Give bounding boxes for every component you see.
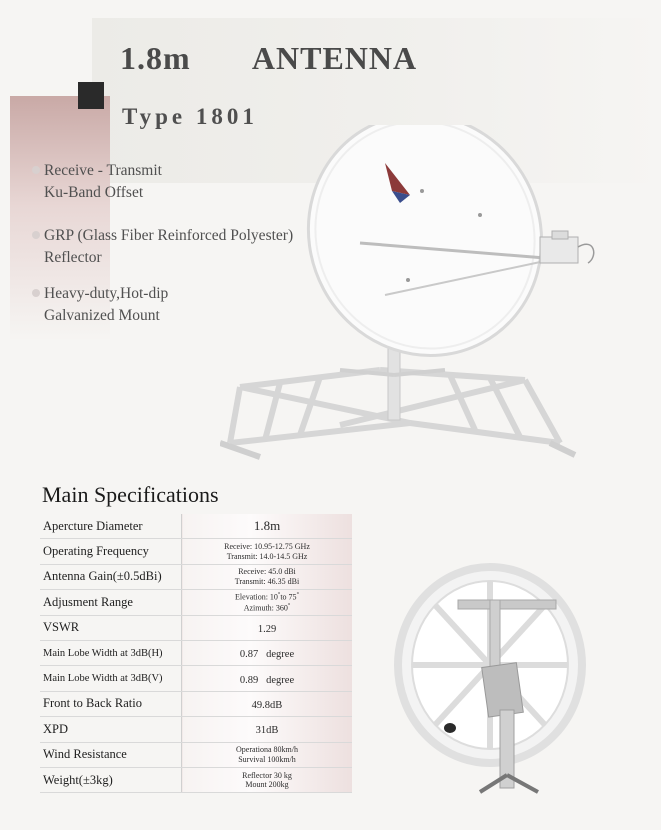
spec-value-line: Operationa 80km/h (236, 745, 298, 755)
spec-value (182, 640, 353, 665)
elevation-max: to 75 (280, 592, 297, 602)
spec-value-text: 1.8m (253, 518, 281, 534)
spec-label: Adjusment Range (40, 590, 182, 615)
spec-value-line: Receive: 45.0 dBi (238, 567, 296, 577)
specs-title: Main Specifications (42, 482, 219, 507)
spec-label: Wind Resistance (40, 742, 182, 767)
spec-value-line (182, 591, 352, 602)
spec-value (182, 742, 353, 767)
spec-value-line (182, 602, 352, 613)
spec-value-text: 1.29 (257, 623, 277, 635)
spec-value (182, 717, 353, 742)
accent-square (78, 82, 104, 109)
degree-symbol: ° (296, 592, 299, 599)
page-subtitle: Type 1801 (122, 104, 258, 129)
elevation-min: Elevation: 10 (235, 592, 278, 602)
table-row (40, 564, 352, 589)
bullet-icon (32, 289, 40, 297)
spec-value-text: 31dB (255, 725, 279, 737)
degree-symbol: ° (287, 603, 291, 610)
lnb-feed (540, 237, 578, 263)
spec-value-line: Survival 100km/h (238, 754, 296, 764)
table-row (40, 539, 352, 564)
spec-label: XPD (40, 717, 182, 742)
spec-value-line: Transmit: 46.35 dBi (234, 576, 300, 586)
bullet-icon (32, 166, 40, 174)
spec-value (182, 767, 353, 792)
spec-value (182, 615, 353, 640)
table-row (40, 691, 352, 716)
table-row (40, 640, 352, 665)
azimuth-range: Azimuth: 360 (243, 604, 288, 614)
spec-label: Weight(±3kg) (40, 767, 182, 792)
feature-line: Heavy-duty,Hot-dip (44, 285, 169, 302)
table-row (40, 514, 352, 539)
table-row (40, 742, 352, 767)
spec-label: Main Lobe Width at 3dB(V) (40, 666, 182, 691)
table-row (40, 717, 352, 742)
antenna-back-illustration (390, 560, 600, 795)
mount-bracket (482, 663, 524, 717)
table-row (40, 666, 352, 691)
spec-label: Apercture Diameter (40, 514, 182, 539)
spec-value-line: Transmit: 14.0-14.5 GHz (226, 551, 308, 561)
table-row (40, 615, 352, 640)
page-title: 1.8m ANTENNA (120, 40, 418, 76)
spec-value (182, 539, 353, 564)
feature-line: Receive - Transmit (44, 162, 162, 179)
antenna-illustration (220, 125, 600, 470)
spec-value (182, 564, 353, 589)
spec-value-text: 49.8dB (251, 699, 283, 711)
spec-label: Operating Frequency (40, 539, 182, 564)
spec-label: Antenna Gain(±0.5dBi) (40, 564, 182, 589)
feature-line: Reflector (44, 249, 102, 266)
spec-label: Main Lobe Width at 3dB(H) (40, 640, 182, 665)
specs-table (40, 514, 352, 793)
table-row (40, 767, 352, 792)
degree-symbol: ° (277, 592, 281, 599)
spec-value-text: 0.87 degree (239, 649, 295, 661)
dish-reflector (266, 125, 584, 397)
feature-line: GRP (Glass Fiber Reinforced Polyester) (44, 227, 294, 244)
table-row (40, 590, 352, 615)
spec-value (182, 691, 353, 716)
spec-label: VSWR (40, 615, 182, 640)
spec-value (182, 666, 353, 691)
spec-value-line: Reflector 30 kg (242, 770, 292, 780)
feature-line: Galvanized Mount (44, 307, 160, 324)
spec-value (182, 514, 353, 539)
spec-label: Front to Back Ratio (40, 691, 182, 716)
spec-value-line: Receive: 10.95-12.75 GHz (224, 542, 310, 552)
spec-value-line: Mount 200kg (245, 780, 289, 790)
spec-value-text: 0.89 degree (239, 674, 295, 686)
spec-value (182, 590, 353, 615)
bullet-icon (32, 231, 40, 239)
feature-line: Ku-Band Offset (44, 184, 144, 201)
